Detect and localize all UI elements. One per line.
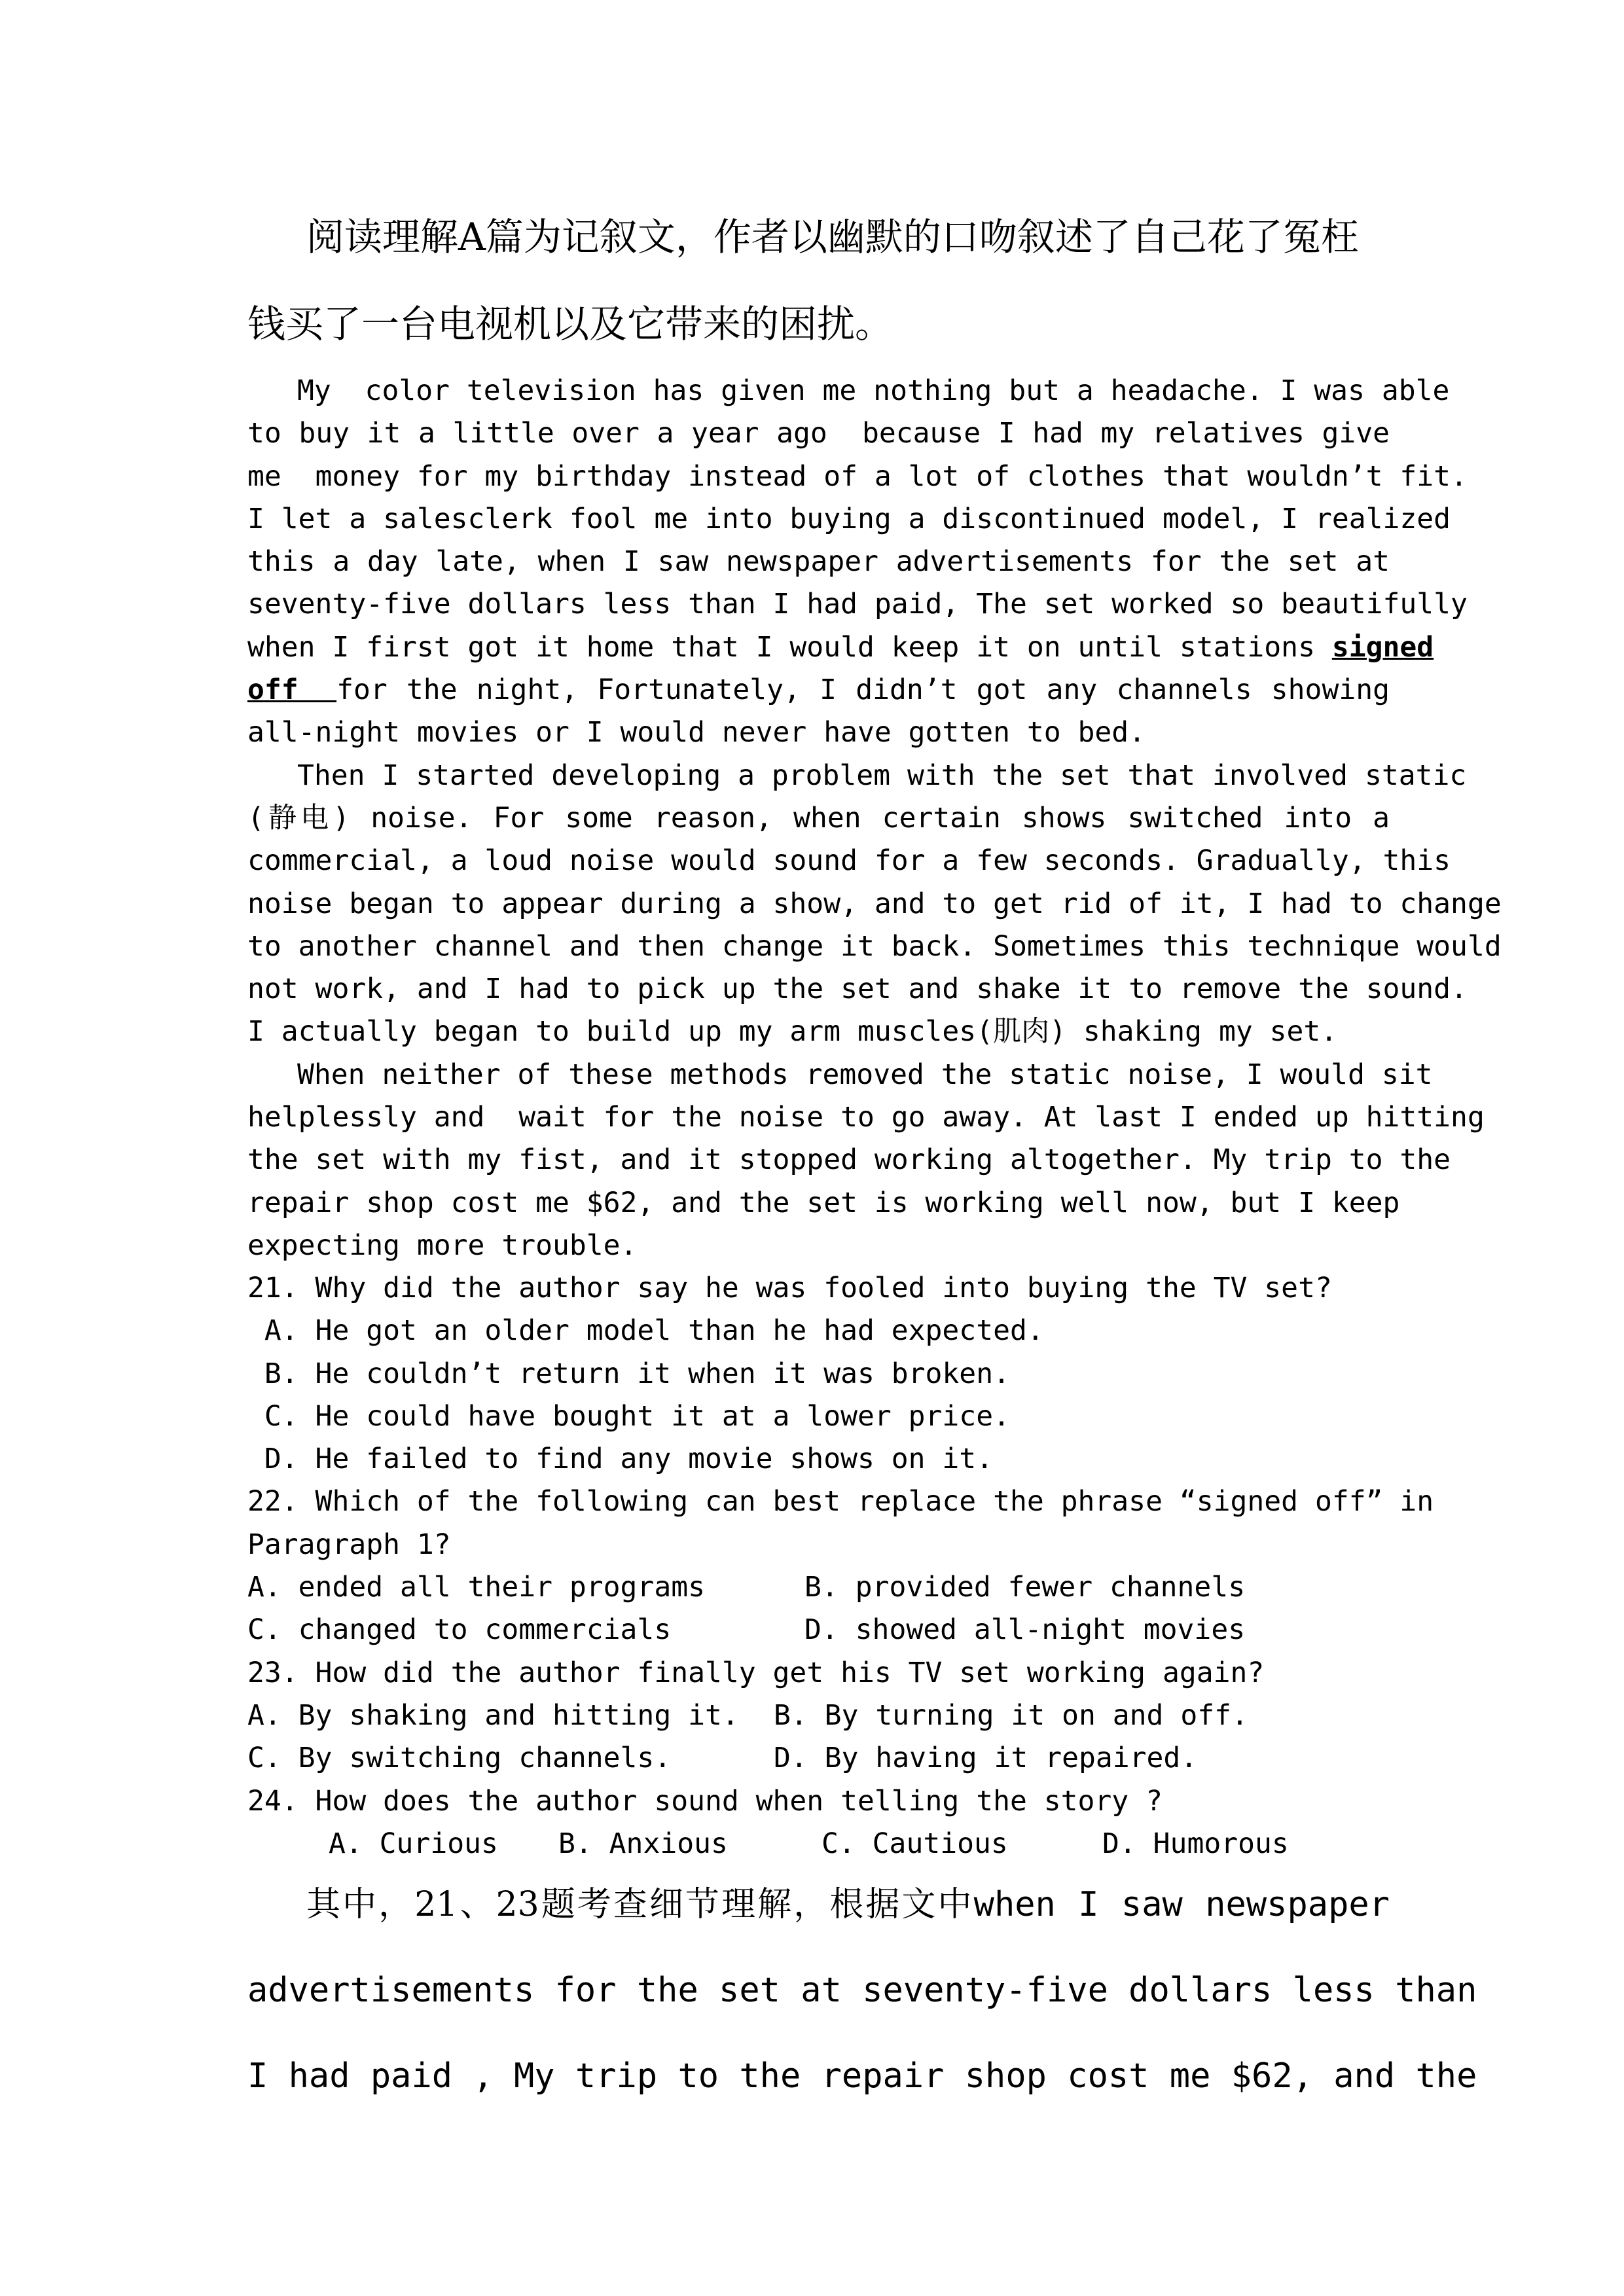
passage-line: My color television has given me nothing but a headache. I was able: [297, 374, 1450, 407]
passage-line: not work, and I had to pick up the set and shake it to remove the sound.: [247, 973, 1468, 1006]
underlined-phrase-signed: signed: [1331, 630, 1434, 664]
question-24-option-c: C. Cautious: [821, 1827, 1008, 1860]
intro-line-1: 阅读理解A篇为记叙文，作者以幽默的口吻叙述了自己花了冤枉: [306, 215, 1359, 259]
reading-passage: [247, 370, 1502, 1267]
question-24-option-b: B. Anxious: [558, 1827, 728, 1860]
passage-line: this a day late, when I saw newspaper advertisements for the set at: [247, 545, 1390, 579]
passage-line: [247, 669, 1390, 711]
question-22-continued: Paragraph 1?: [247, 1528, 451, 1561]
question-22-options-row-1: [247, 1566, 1390, 1609]
passage-line: I actually began to build up my arm muscles(肌肉) shaking my set.: [247, 1015, 1338, 1049]
passage-line: repair shop cost me $62, and the set is working well now, but I keep: [247, 1186, 1400, 1219]
question-23-option-b: B. By turning it on and off.: [774, 1698, 1248, 1732]
passage-text: when I first got it home that I would keep it on until stations: [247, 630, 1332, 664]
question-23: 23. How did the author finally get his TV set working again?: [247, 1656, 1265, 1689]
analysis-line-2: advertisements for the set at seventy-five dollars less than: [247, 1971, 1477, 2010]
passage-line: me money for my birthday instead of a lot of clothes that wouldn’t fit.: [247, 459, 1468, 493]
analysis-chinese-text: 其中，21、23题考查细节理解，根据文中: [306, 1885, 974, 1924]
question-21-option-d: D. He failed to find any movie shows on it.: [247, 1443, 994, 1476]
question-23-option-c: C. By switching channels.: [247, 1742, 672, 1775]
passage-line: commercial, a loud noise would sound for a few seconds. Gradually, this: [247, 844, 1451, 878]
question-21-option-c: C. He could have bought it at a lower price.: [247, 1399, 1010, 1433]
passage-line: noise began to appear during a show, and to get rid of it, I had to change: [247, 887, 1502, 920]
passage-text: for the night, Fortunately, I didn’t got any channels showing: [336, 673, 1390, 707]
question-21: 21. Why did the author say he was fooled into buying the TV set?: [247, 1272, 1332, 1304]
question-22-options-row-2: [247, 1609, 1390, 1651]
question-24-options-row: [247, 1823, 1390, 1865]
passage-line: I let a salesclerk fool me into buying a discontinued model, I realized: [247, 502, 1451, 535]
passage-line: the set with my fist, and it stopped working altogether. My trip to the: [247, 1143, 1451, 1177]
question-23-option-d: D. By having it repaired.: [774, 1742, 1198, 1775]
passage-line: Then I started developing a problem with the set that involved static: [297, 759, 1467, 792]
passage-line: to another channel and then change it back. Sometimes this technique would: [247, 929, 1502, 963]
question-24-option-d: D. Humorous: [1102, 1827, 1289, 1860]
question-22-option-a: A. ended all their programs: [247, 1571, 705, 1604]
question-24-option-a: A. Curious: [329, 1827, 498, 1860]
passage-line: to buy it a little over a year ago because I had my relatives give: [247, 417, 1390, 450]
passage-line: all-night movies or I would never have gotten to bed.: [247, 716, 1146, 749]
question-22-option-d: D. showed all-night movies: [804, 1613, 1246, 1647]
question-21-option-b: B. He couldn’t return it when it was broken.: [247, 1357, 1010, 1390]
passage-line: helplessly and wait for the noise to go away. At last I ended up hitting: [247, 1101, 1485, 1134]
question-24: 24. How does the author sound when telling the story ?: [247, 1784, 1163, 1818]
intro-line-2: 钱买了一台电视机以及它带来的困扰。: [247, 302, 893, 346]
analysis-section: [247, 1885, 1477, 2142]
underlined-phrase-off: off: [247, 673, 337, 707]
passage-line: When neither of these methods removed the static noise, I would sit: [297, 1058, 1433, 1091]
analysis-line-3: I had paid , My trip to the repair shop cost me $62, and the: [247, 2056, 1477, 2096]
analysis-line-1: [247, 1885, 1390, 1971]
question-22-option-c: C. changed to commercials: [247, 1613, 672, 1647]
passage-line: seventy-five dollars less than I had paid, The set worked so beautifully: [247, 588, 1468, 621]
question-23-options-row-2: [247, 1737, 1390, 1780]
passage-line: (静电) noise. For some reason, when certain shows switched into a: [247, 801, 1390, 834]
question-23-options-row-1: [247, 1695, 1390, 1737]
question-23-option-a: A. By shaking and hitting it.: [247, 1698, 739, 1732]
question-22-option-b: B. provided fewer channels: [804, 1571, 1246, 1604]
question-22: 22. Which of the following can best replace the phrase “signed off” in: [247, 1485, 1434, 1518]
analysis-english-quote: when I saw newspaper: [973, 1885, 1390, 1924]
passage-line: [247, 626, 1434, 669]
question-21-option-a: A. He got an older model than he had expected.: [247, 1314, 1044, 1348]
passage-line: expecting more trouble.: [247, 1229, 638, 1262]
question-list: [247, 1267, 1434, 1865]
